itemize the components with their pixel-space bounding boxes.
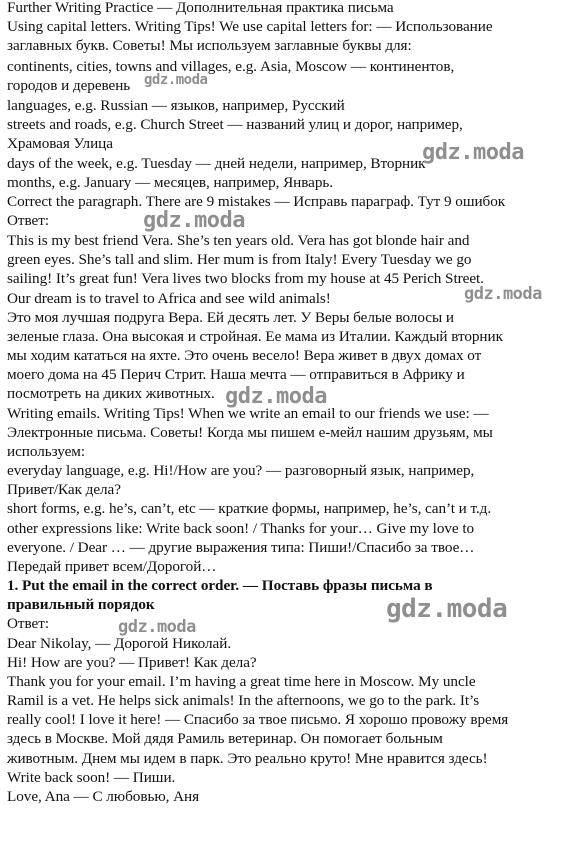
answer-label: Ответ: [7,615,49,632]
watermark: gdz.moda [386,594,508,624]
text-line: everyday language, e.g. Hi!/How are you? — разговорный язык, например, [7,462,475,479]
text-line: short forms, e.g. he’s, can’t, etc — краткие формы, например, he’s, can’t и т.д. [7,500,492,517]
text-line: Храмовая Улица [7,135,113,152]
doc-title: Further Writing Practice — Дополнительная практика письма [7,0,394,16]
text-line: Correct the paragraph. There are 9 mistakes — Исправь параграф. Тут 9 ошибок [7,193,506,210]
watermark: gdz.moda [118,617,196,637]
watermark: gdz.moda [225,384,327,409]
text-line: streets and roads, e.g. Church Street — названий улиц и дорог, например, [7,116,463,133]
task-heading: 1. Put the email in the correct order. — Поставь фразы письма в [7,577,433,594]
text-line: заглавных букв. Советы! Мы используем заглавные буквы для: [7,37,412,54]
text-line: здесь в Москве. Мой дядя Рамиль ветеринар. Он помогает больным [7,730,443,747]
text-line: Dear Nikolay, — Дорогой Николай. [7,635,232,652]
text-line: Ramil is a vet. He helps sick animals! In the afternoons, we go to the park. It’s [7,692,480,709]
text-line: Love, Ana — С любовью, Аня [7,788,200,805]
text-line: really cool! I love it here! — Спасибо за твое письмо. Я хорошо провожу время [7,711,509,728]
text-line: Using capital letters. Writing Tips! We use capital letters for: — Использование [7,18,493,35]
text-line: sailing! It’s great fun! Vera lives two blocks from my house at 45 Perich Street. [7,270,484,287]
text-line: Our dream is to travel to Africa and see wild animals! [7,290,331,307]
text-line: This is my best friend Vera. She’s ten years old. Vera has got blonde hair and [7,232,470,249]
answer-label: Ответ: [7,212,49,229]
text-line: моего дома на 45 Перич Стрит. Наша мечта — отправиться в Африку и [7,366,465,383]
text-line: days of the week, e.g. Tuesday — дней недели, например, Вторник [7,155,426,172]
text-line: Электронные письма. Советы! Когда мы пишем е-мейл нашим друзьям, мы [7,424,493,441]
text-line: Write back soon! — Пиши. [7,769,176,786]
watermark: gdz.moda [464,284,542,304]
watermark: gdz.moda [422,140,524,165]
text-line: continents, cities, towns and villages, e.g. Asia, Moscow — континентов, [7,58,455,75]
text-line: languages, e.g. Russian — языков, например, Русский [7,97,345,114]
text-line: Это моя лучшая подруга Вера. Ей десять лет. У Веры белые волосы и [7,309,454,326]
text-line: Привет/Как дела? [7,481,121,498]
text-line: everyone. / Dear … — другие выражения типа: Пиши!/Спасибо за твое… [7,539,475,556]
task-heading: правильный порядок [7,596,155,613]
text-line: Передай привет всем/Дорогой… [7,558,217,575]
text-line: Thank you for your email. I’m having a great time here in Moscow. My uncle [7,673,476,690]
text-line: посмотреть на диких животных. [7,385,215,402]
text-line: животным. Днем мы идем в парк. Это реально круто! Мне нравится здесь! [7,750,488,767]
text-line: Writing emails. Writing Tips! When we write an email to our friends we use: — [7,405,489,422]
text-line: мы ходим кататься на яхте. Это очень весело! Вера живет в двух домах от [7,347,482,364]
text-line: зеленые глаза. Она высокая и стройная. Ее мама из Италии. Каждый вторник [7,328,503,345]
watermark: gdz.moda [144,72,208,88]
text-line: используем: [7,443,85,460]
text-line: months, e.g. January — месяцев, например, Январь. [7,174,334,191]
text-line: other expressions like: Write back soon! / Thanks for your… Give my love to [7,520,475,537]
text-line: городов и деревень [7,77,131,94]
text-line: green eyes. She’s tall and slim. Her mum is from Italy! Every Tuesday we go [7,251,472,268]
text-line: Hi! How are you? — Привет! Как дела? [7,654,257,671]
watermark: gdz.moda [143,208,245,233]
